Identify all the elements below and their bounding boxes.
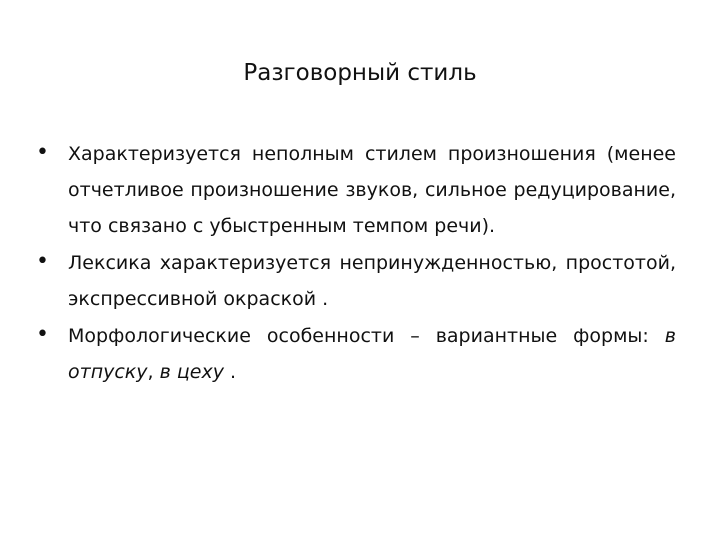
bullet-item-pronunciation <box>34 136 676 244</box>
bullet-text-prefix: Морфологические особенности – вариантные формы: <box>68 325 665 347</box>
example-v-tsehu: в цеху <box>159 361 224 383</box>
bullet-text: Лексика характеризуется непринужденностью, простотой, экспрессивной окраской . <box>68 252 676 310</box>
bullet-icon: • <box>36 140 49 165</box>
bullet-text-suffix: . <box>223 361 237 383</box>
bullet-icon: • <box>36 322 49 347</box>
bullet-list <box>34 136 676 391</box>
slide-title: Разговорный стиль <box>243 60 477 86</box>
bullet-item-lexicon <box>34 245 676 317</box>
example-separator: , <box>147 361 160 383</box>
bullet-text: Характеризуется неполным стилем произношения (менее отчетливое произношение звуков, сильное редуцирование, что связано с убыстренным темпом речи). <box>68 143 676 237</box>
example-v-otpusku: в отпуску <box>68 325 676 383</box>
bullet-icon: • <box>36 249 49 274</box>
bullet-item-morphology <box>34 318 676 390</box>
